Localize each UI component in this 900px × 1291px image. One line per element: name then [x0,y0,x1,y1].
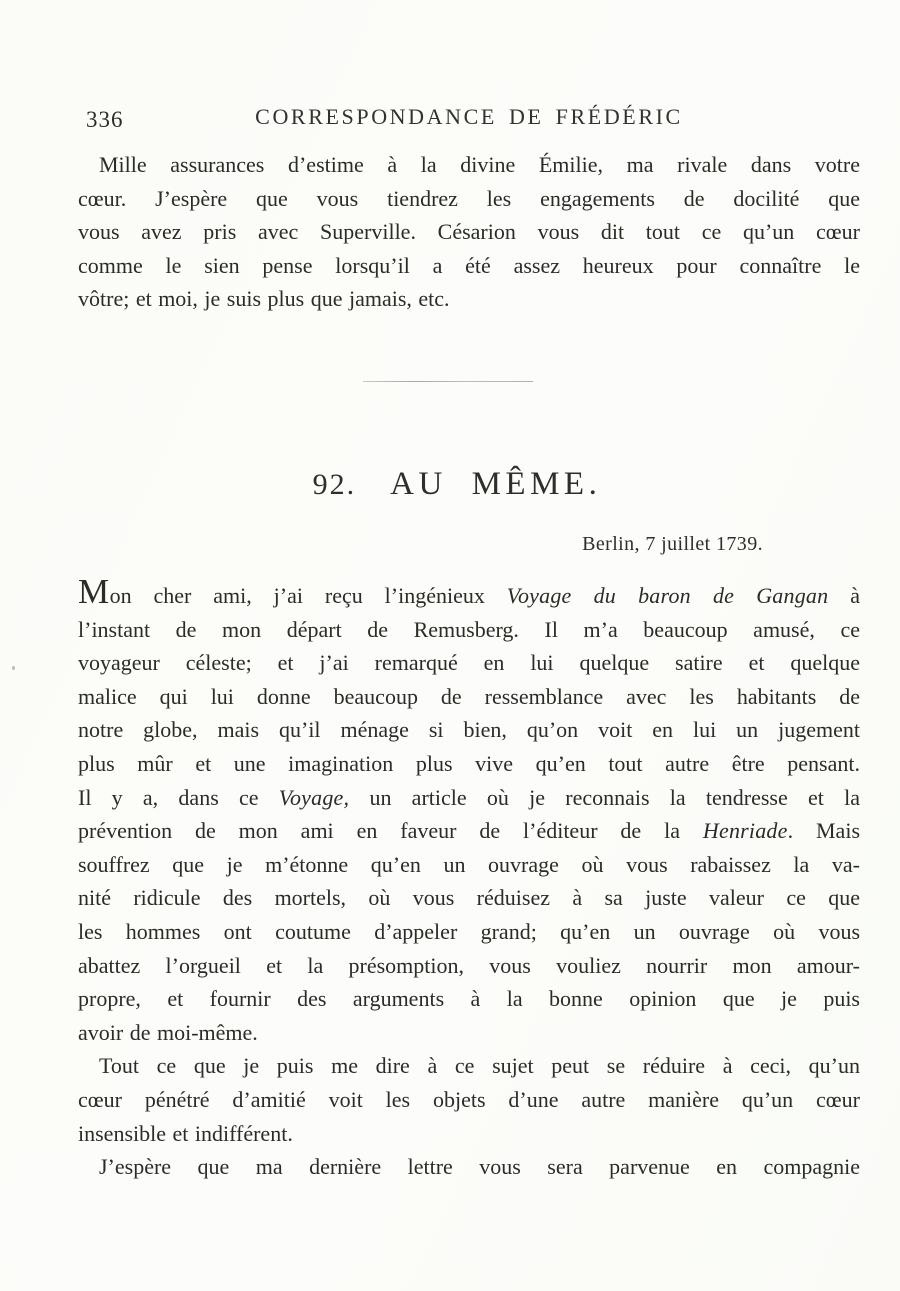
section-divider-rule [363,381,533,382]
text-segment: prévention de mon ami en faveur de l’éditeur de la [78,818,703,844]
text-line: vôtre; et moi, je suis plus que jamais, etc. [78,286,450,312]
text-line: cœur pénétré d’amitié voit les objets d’une autre manière qu’un cœur [78,1086,860,1112]
text-line: les hommes ont coutume d’appeler grand; qu’en un ouvrage où vous [78,918,860,944]
text-line: souffrez que je m’étonne qu’en un ouvrage où vous rabaissez la va- [78,851,860,877]
text-line: abattez l’orgueil et la présomption, vous vouliez nourrir mon amour- [78,952,860,978]
text-line: comme le sien pense lorsqu’il a été assez heureux pour connaître le [78,252,860,278]
text-line: l’instant de mon départ de Remusberg. Il m’a beaucoup amusé, ce [78,616,860,642]
letter-body [78,574,860,1184]
intro-paragraph [78,148,860,316]
letter-title: AU MÊME. [390,466,602,502]
dateline: Berlin, 7 juillet 1739. [582,533,763,555]
text-line: notre globe, mais qu’il ménage si bien, qu’on voit en lui un jugement [78,717,860,743]
running-title: CORRESPONDANCE DE FRÉDÉRIC [255,104,683,129]
italic-work-title: Voyage du baron de Gangan [506,583,829,608]
initial-capital: M [78,572,110,611]
italic-work-title: Henriade [702,818,788,844]
page-number: 336 [86,107,124,132]
text-line: voyageur céleste; et j’ai remarqué en lui quelque satire et quelque [78,650,860,676]
text-line: cœur. J’espère que vous tiendrez les engagements de docilité que [78,185,860,211]
text-line: Tout ce que je puis me dire à ce sujet peut se réduire à ceci, qu’un [99,1053,860,1079]
text-line: Mille assurances d’estime à la divine Émilie, ma rivale dans votre [99,152,860,177]
text-segment: un article où je reconnais la tendresse et la [349,784,860,810]
running-header [78,104,860,136]
text-line: nité ridicule des mortels, où vous réduisez à sa juste valeur ce que [78,885,860,911]
text-segment: . Mais [787,818,860,844]
text-segment: Il y a, dans ce [78,784,279,810]
text-line [78,781,860,815]
text-line: plus mûr et une imagination plus vive qu’en tout autre être pensant. [78,750,860,776]
letter-heading [66,466,848,503]
text-line: insensible et indifférent. [78,1120,293,1146]
text-segment: on cher ami, j’ai reçu l’ingénieux [109,583,507,608]
text-line: vous avez pris avec Superville. Césarion vous dit tout ce qu’un cœur [78,219,860,245]
text-segment: à [828,583,860,608]
scan-artifact-speck [12,666,15,670]
letter-number: 92. [312,468,357,501]
text-line: J’espère que ma dernière lettre vous sera parvenue en compagnie [99,1154,860,1180]
text-line [78,574,860,613]
text-line: avoir de moi-même. [78,1019,258,1045]
italic-work-title: Voyage, [278,784,350,810]
text-line: propre, et fournir des arguments à la bonne opinion que je puis [78,986,860,1012]
text-line: malice qui lui donne beaucoup de ressemblance avec les habitants de [78,683,860,709]
text-line [78,814,860,848]
